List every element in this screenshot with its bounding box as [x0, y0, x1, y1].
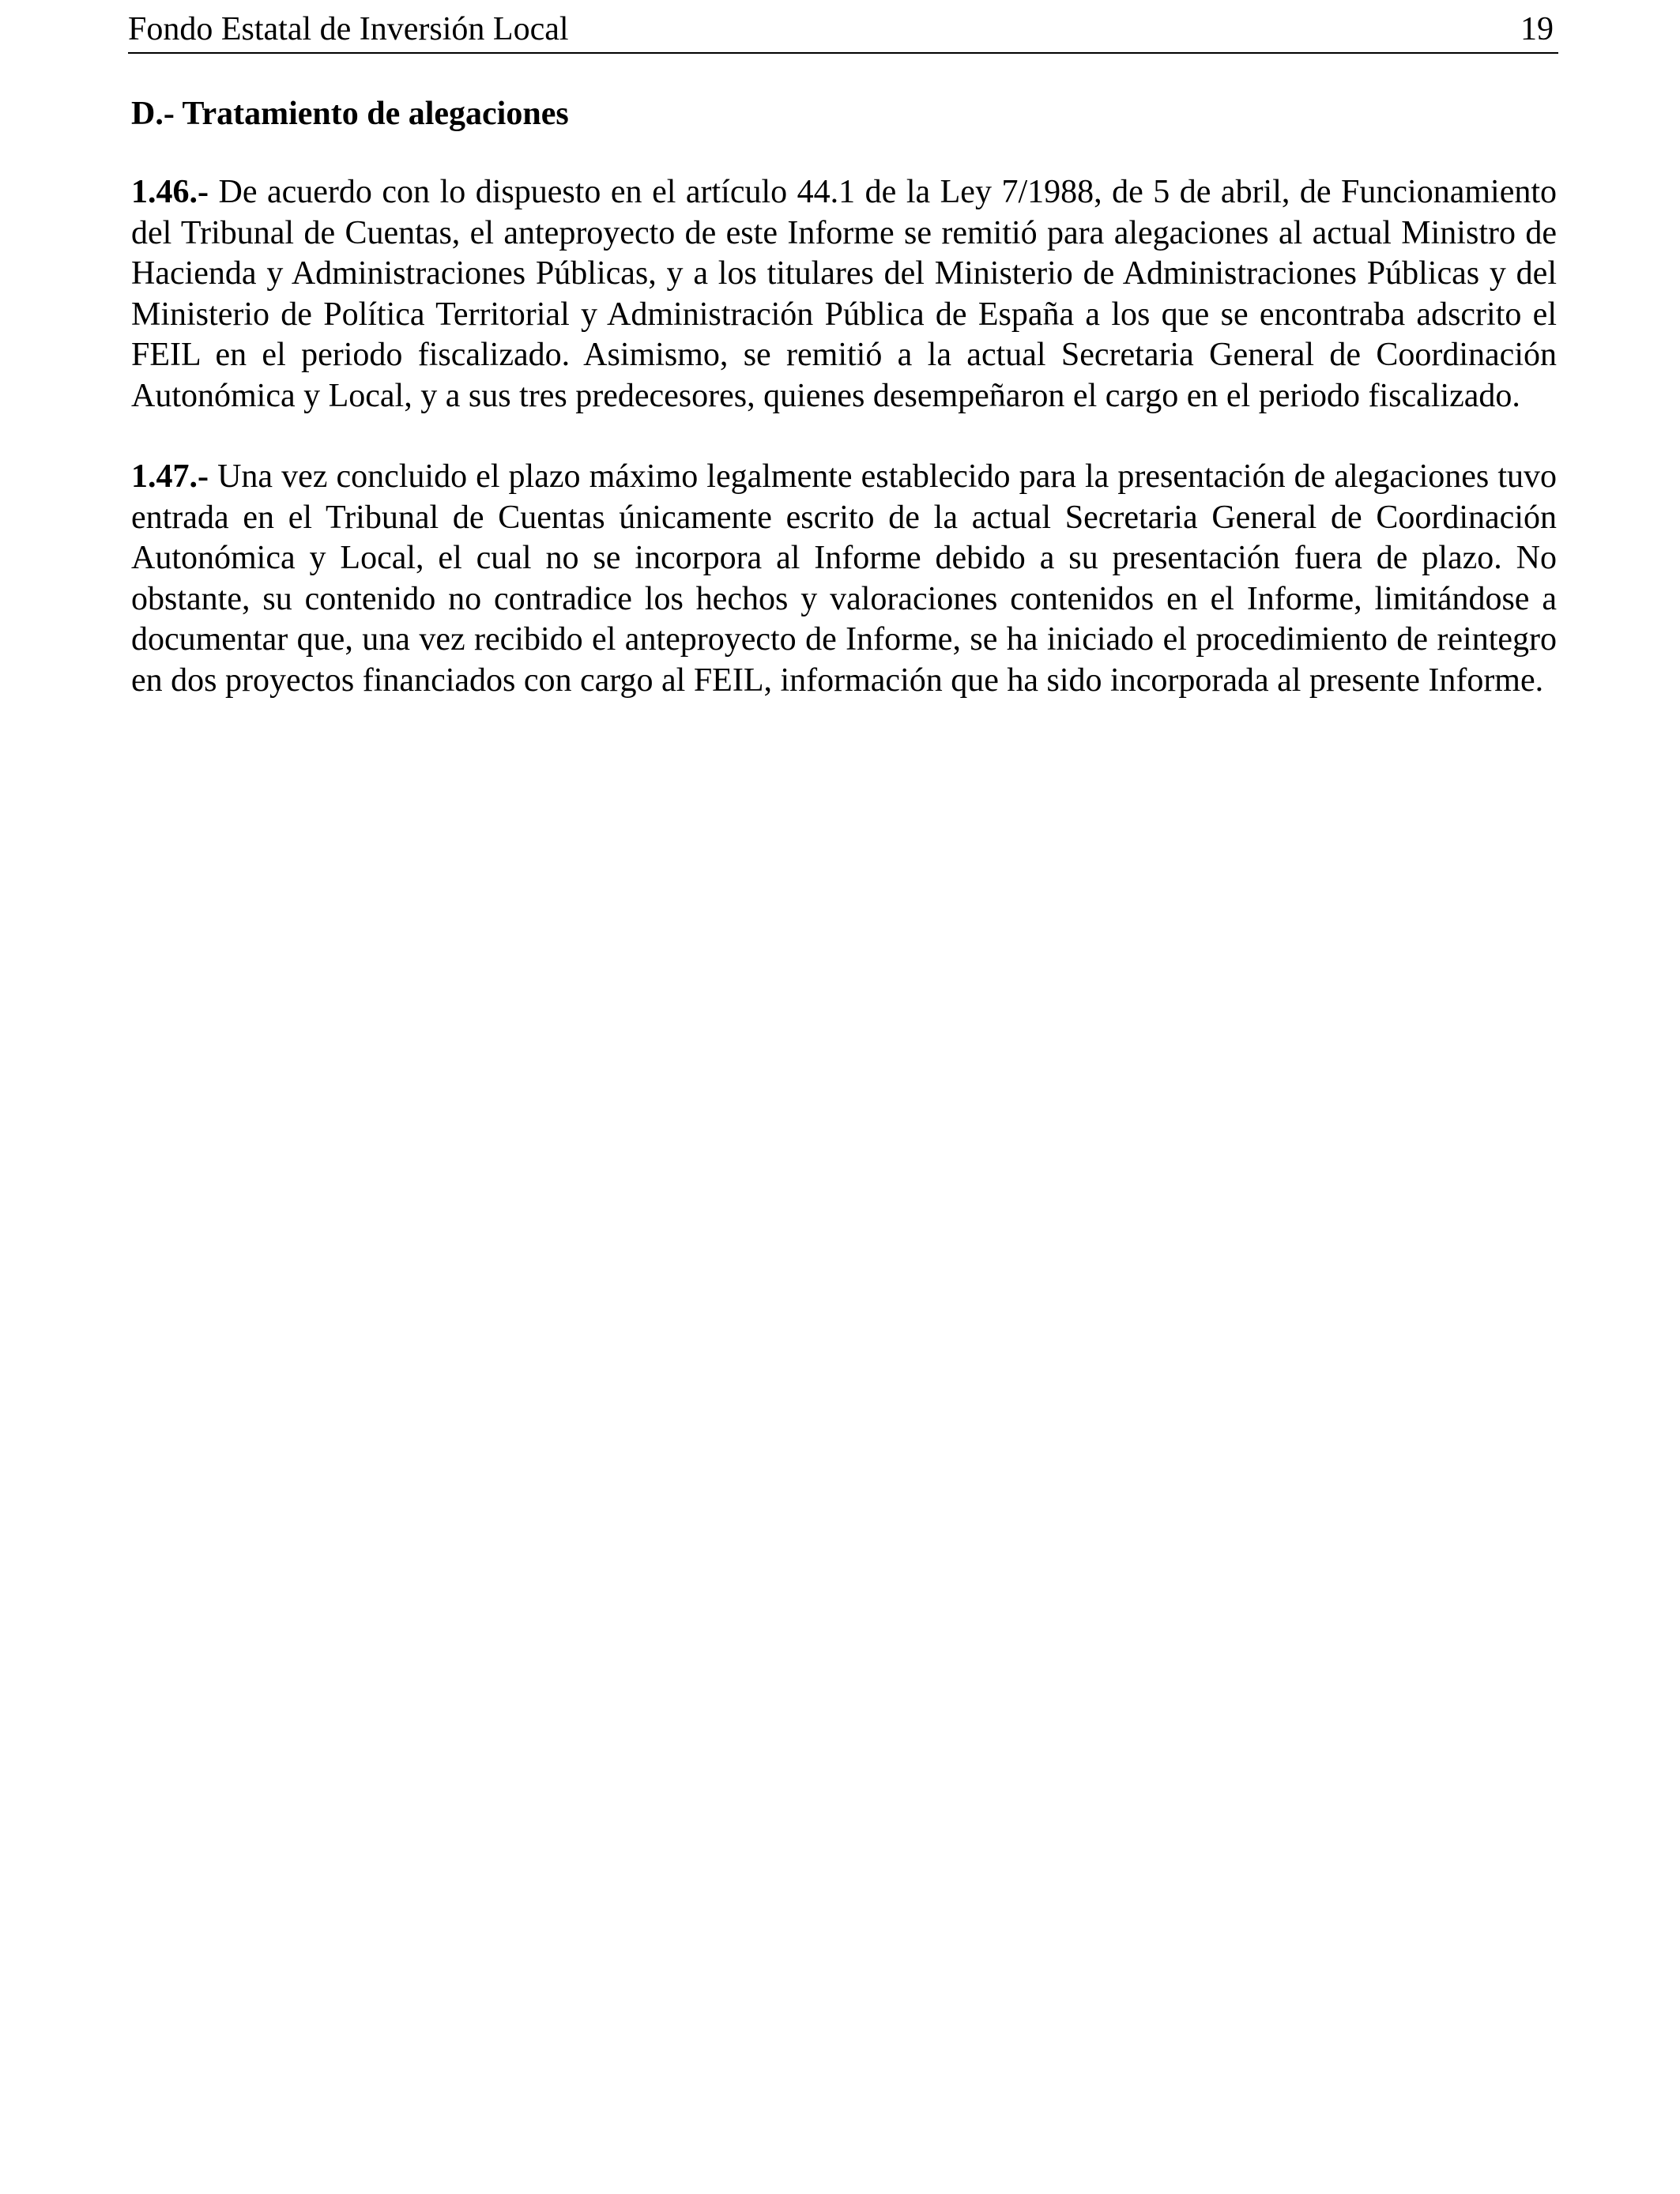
- document-title: Fondo Estatal de Inversión Local: [128, 11, 569, 47]
- section-heading: D.- Tratamiento de alegaciones: [131, 96, 569, 132]
- paragraph-1-46: [131, 172, 1557, 417]
- paragraph-1-47: [131, 457, 1557, 701]
- paragraph-text: Una vez concluido el plazo máximo legalmente establecido para la presentación de alegaciones tuvo entrada en el Tribunal de Cuentas únicamente escrito de la actual Secretaria General de Coordinación Autonómica y Local, el cual no se incorpora al Informe debido a su presentación fuera de plazo. No obstante, su contenido no contradice los hechos y valoraciones contenidos en el Informe, limitándose a documentar que, una vez recibido el anteproyecto de Informe, se ha iniciado el procedimiento de reintegro en dos proyectos financiados con cargo al FEIL, información que ha sido incorporada al presente Informe.: [131, 458, 1558, 699]
- page-header: [128, 6, 1558, 54]
- paragraph-number: 1.46.-: [131, 174, 209, 210]
- paragraph-number: 1.47.-: [131, 458, 209, 495]
- page-number: 19: [1520, 11, 1554, 47]
- paragraph-text: De acuerdo con lo dispuesto en el artículo 44.1 de la Ley 7/1988, de 5 de abril, de Funcionamiento del Tribunal de Cuentas, el anteproyecto de este Informe se remitió para alegaciones al actual Ministro de Hacienda y Administraciones Públicas, y a los titulares del Ministerio de Administraciones Públicas y del Ministerio de Política Territorial y Administración Pública de España a los que se encontraba adscrito el FEIL en el periodo fiscalizado. Asimismo, se remitió a la actual Secretaria General de Coordinación Autonómica y Local, y a sus tres predecesores, quienes desempeñaron el cargo en el periodo fiscalizado.: [131, 174, 1558, 414]
- document-body: [131, 93, 1557, 741]
